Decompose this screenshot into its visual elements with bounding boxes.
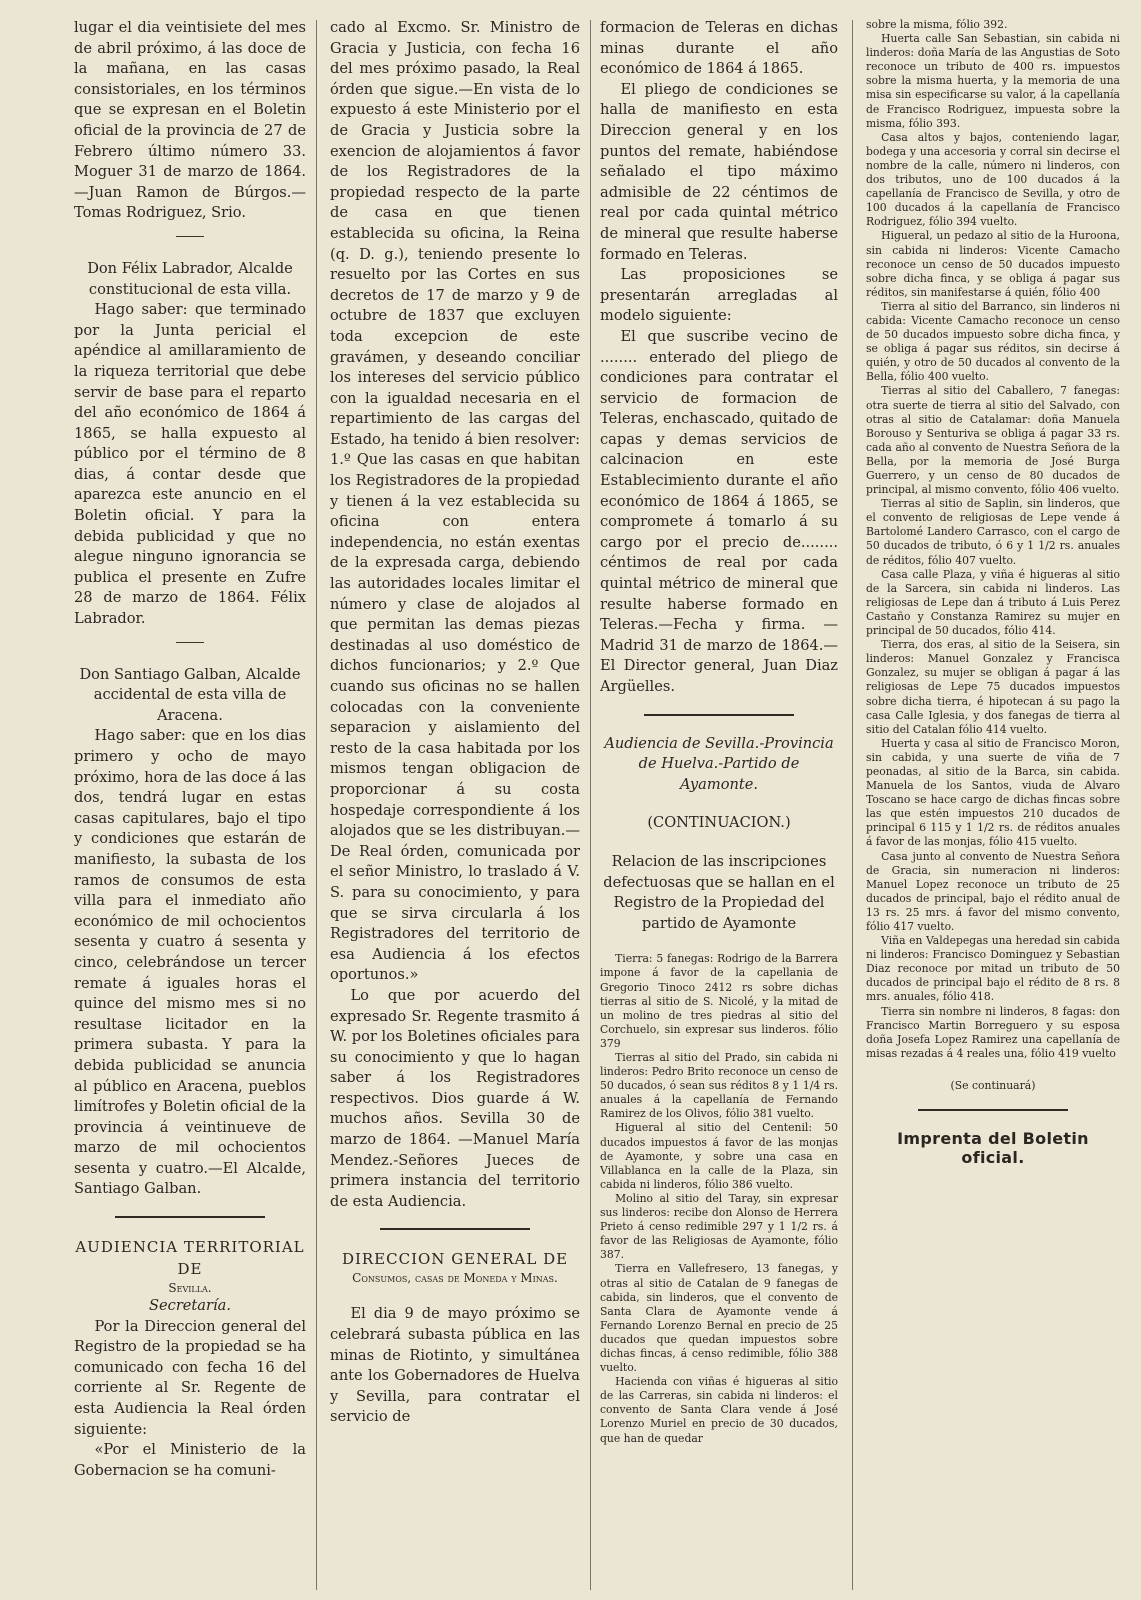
registry-entry: Tierra en Vallefresero, 13 fanegas, y otras al sitio de Catalan de 9 fanegas de cabida, sin linderos, que el convento de Santa Clara de Ayamonte vende á Fernando Lorenzo Bernal en precio de 25 ducados que quedan impuestos sobre dichas fincas, á censo redimible, fólio 388 vuelto.: [600, 1262, 838, 1375]
registry-entry: Higueral, un pedazo al sitio de la Huroona, sin cabida ni linderos: Vicente Camacho reconoce un censo de 50 ducados impuesto sobre dicha finca, y se obliga á pagar sus réditos, sin manifestarse á quién, fólio 400: [866, 229, 1120, 299]
column-3: [600, 18, 838, 1590]
registry-entry: Viña en Valdepegas una heredad sin cabida ni linderos: Francisco Dominguez y Sebastian Diaz reconoce por mitad un tributo de 50 ducados de principal bajo el rédito de 8 rs. 8 mrs. anuales, fólio 418.: [866, 934, 1120, 1004]
column-1: [74, 18, 306, 1590]
column-divider: [590, 20, 591, 1590]
registry-entry: Tierras al sitio del Caballero, 7 fanegas: otra suerte de tierra al sitio del Salvado, con otras al sitio de Catalamar: doña Manuela Borouso y Senturiva se obliga á pagar 33 rs. cada año al convento de Nuestra Señora de la Bella, por la memoria de José Burga Guerrero, y un censo de 80 ducados de principal, al mismo convento, fólio 406 vuelto.: [866, 384, 1120, 497]
registry-entry: Casa calle Plaza, y viña é higueras al sitio de la Sarcera, sin cabida ni linderos. Las religiosas de Lepe dan á tributo á Luis Perez Castaño y Constanza Ramirez su mujer en principal de 50 ducados, fólio 414.: [866, 567, 1120, 638]
registry-entry: sobre la misma, fólio 392.: [866, 18, 1008, 31]
registry-entry: Tierra: 5 fanegas: Rodrigo de la Barrera impone á favor de la capellania de Gregorio Tinoco 2412 rs sobre dichas tierras al sitio de S. Nicolé, y la mitad de un molino de tres piedras al sitio del Corchuelo, sin expresar sus linderos. fólio 379: [600, 952, 838, 1050]
article-paragraph: El pliego de condiciones se halla de manifiesto en esta Direccion general y en los puntos del remate, habiéndose señalado el tipo máximo admisible de 22 céntimos de real por cada quintal métrico de mineral que resulte haberse formado en Teleras.: [600, 80, 838, 263]
column-divider: [316, 20, 317, 1590]
registry-entry: Casa altos y bajos, conteniendo lagar, bodega y una accesoria y corral sin decirse el nombre de la calle, número ni linderos, con dos tributos, uno de 100 ducados á la capellanía de Francisco de Sevilla, y otro de 100 ducados á la capellanía de Francisco Rodriguez, fólio 394 vuelto.: [866, 130, 1120, 229]
column-2: [330, 18, 580, 1590]
column-4: [866, 18, 1120, 1590]
spacer: [600, 934, 838, 952]
section-rule: [918, 1109, 1068, 1111]
article-paragraph: cado al Excmo. Sr. Ministro de Gracia y Justicia, con fecha 16 del mes próximo pasado, la Real órden que sigue.—En vista de lo expuesto á este Ministerio por el de Gracia y Justicia sobre la exencion de alojamientos á favor de los Registradores de la propiedad respecto de la parte de casa en que tienen establecida su oficina, la Reina (q. D. g.), teniendo presente lo resuelto por las Cortes en sus decretos de 17 de marzo y 9 de octubre de 1837 que excluyen toda excepcion de este gravámen, y deseando conciliar los intereses del servicio público con la igualdad necesaria en el repartimiento de las cargas del Estado, ha tenido á bien resolver: 1.º Que las casas en que habitan los Registradores de la propiedad y tienen á la vez establecida su oficina con entera independencia, no están exentas de la expresada carga, debiendo las autoridades locales limitar el número y clase de alojados al que permitan las demas piezas destinadas al uso doméstico de dichos funcionarios; y 2.º Que cuando sus oficinas no se hallen colocadas con la conveniente separacion y aislamiento del resto de la casa habitada por los mismos tengan obligacion de proporcionar á su costa hospedaje correspondiente á los alojados que se les distribuyan.—De Real órden, comunicada por el señor Ministro, lo traslado á V. S. para su conocimiento, y para que se sirva circularla á los Registradores del territorio de esa Audiencia á los efectos oportunos.»: [330, 19, 580, 984]
section-rule: [380, 1228, 530, 1230]
article-paragraph: Por la Direccion general del Registro de la propiedad se ha comunicado con fecha 16 del corriente al Sr. Regente de esta Audiencia la Real órden siguiente:: [74, 1317, 306, 1438]
registry-entry: Tierra sin nombre ni linderos, 8 fagas: don Francisco Martin Borreguero y su esposa doña Josefa Lopez Ramirez una capellanía de misas rezadas á 4 reales una, fólio 419 vuelto: [866, 1004, 1120, 1060]
spacer: [600, 795, 838, 813]
registry-entry: Hacienda con viñas é higueras al sitio de las Carreras, sin cabida ni linderos: el convento de Santa Clara vende á José Lorenzo Muriel en precio de 30 ducados, que han de quedar: [600, 1375, 838, 1445]
registry-entry: Tierra al sitio del Barranco, sin linderos ni cabida: Vicente Camacho reconoce un censo de 50 ducados impuesto sobre dicha finca, y se obliga á pagar sus réditos, sin decirse á quién, y otro de 50 ducados al convento de la Bella, fólio 400 vuelto.: [866, 299, 1120, 384]
printer-imprint: Imprenta del Boletin oficial.: [897, 1129, 1089, 1168]
spacer: [866, 1061, 1120, 1079]
section-heading: AUDIENCIA TERRITORIAL DE: [75, 1238, 305, 1279]
article-paragraph: Las proposiciones se presentarán arregladas al modelo siguiente:: [600, 266, 838, 325]
spacer: [600, 834, 838, 852]
registry-entry: Tierra, dos eras, al sitio de la Seisera, sin linderos: Manuel Gonzalez y Francisca Gonzalez, su mujer se obligan á pagar á las religiosas de Lepe 75 ducados impuestos sobre dicha tierra, é hipotecan á su pago la casa Calle Iglesia, y dos fanegas de tierra al sitio del Catalan fólio 414 vuelto.: [866, 638, 1120, 736]
article-paragraph: Don Santiago Galban, Alcalde accidental de esta villa de Aracena.: [79, 665, 301, 724]
registry-entry: Molino al sitio del Taray, sin expresar sus linderos: recibe don Alonso de Herrera Prieto á censo redimible 297 y 1 1/2 rs. á favor de las Religiosas de Ayamonte, fólio 387.: [600, 1191, 838, 1262]
registry-entry: (Se continuará): [950, 1078, 1036, 1092]
section-subheading: Consumos, casas de Moneda y Minas.: [352, 1271, 558, 1286]
article-paragraph: Relacion de las inscripciones defectuosas que se hallan en el Registro de la Propiedad del partido de Ayamonte: [603, 852, 835, 932]
registry-entry: Tierras al sitio de Saplin, sin linderos, que el convento de religiosas de Lepe vende á Bartolomé Landero Carrasco, con el cargo de 50 ducados de tributo, ó 6 y 1 1/2 rs. anuales de réditos, fólio 407 vuelto.: [866, 497, 1120, 567]
section-heading: DIRECCION GENERAL DE: [341, 1250, 569, 1269]
article-paragraph: Don Félix Labrador, Alcalde constitucional de esta villa.: [87, 259, 293, 298]
article-paragraph: Secretaría.: [149, 1297, 231, 1315]
section-rule: [115, 1216, 265, 1218]
registry-entry: Huerta y casa al sitio de Francisco Moron, sin cabida, y una suerte de viña de 7 peonadas, al sitio de la Barca, sin cabida. Manuela de los Santos, viuda de Alvaro Toscano se hace cargo de dichas fincas sobre las que estén impuestos 210 ducados de principal 6 115 y 1 1/2 rs. de réditos anuales á favor de las monjas, fólio 415 vuelto.: [866, 736, 1120, 849]
section-rule: [644, 714, 794, 716]
article-paragraph: (CONTINUACION.): [647, 814, 791, 832]
registry-entry: Huerta calle San Sebastian, sin cabida ni linderos: doña María de las Angustias de Soto reconoce un tributo de 400 rs. impuestos sobre la misma huerta, y la memoria de una misa sin especificarse su valor, á la capellanía de Francisco Rodriguez, impuesta sobre la misma, fólio 393.: [866, 32, 1120, 130]
article-paragraph: lugar el dia veintisiete del mes de abril próximo, á las doce de la mañana, en las casas consistoriales, en los términos que se expresan en el Boletin oficial de la provincia de 27 de Febrero último número 33. Moguer 31 de marzo de 1864.—Juan Ramon de Búrgos.—Tomas Rodriguez, Srio.: [74, 19, 306, 222]
spacer: [330, 1286, 580, 1304]
article-paragraph: El que suscribe vecino de ........ enterado del pliego de condiciones para contratar el servicio de formacion de Teleras, enchascado, quitado de capas y demas servicios de calcinacion en este Establecimiento durante el año económico de 1864 á 1865, se compromete á tomarlo á su cargo por el precio de........ céntimos de real por cada quintal métrico de mineral que resulte haberse formado en Teleras.—Fecha y firma. —Madrid 31 de marzo de 1864.—El Director general, Juan Diaz Argüelles.: [600, 327, 838, 695]
section-rule: [176, 236, 204, 237]
article-paragraph: El dia 9 de mayo próximo se celebrará subasta pública en las minas de Riotinto, y simultánea ante los Gobernadores de Huelva y Sevilla, para contratar el servicio de: [330, 1305, 580, 1426]
article-paragraph: «Por el Ministerio de la Gobernacion se ha comuni-: [74, 1441, 306, 1479]
registry-entry: Casa junto al convento de Nuestra Señora de Gracia, sin numeracion ni linderos: Manuel Lopez reconoce un tributo de 25 ducados de principal, bajo el rédito anual de 13 rs. 25 mrs. á favor del mismo convento, fólio 417 vuelto.: [866, 849, 1120, 933]
article-paragraph: formacion de Teleras en dichas minas durante el año económico de 1864 á 1865.: [600, 19, 838, 78]
registry-entry: Higueral al sitio del Centenil: 50 ducados impuestos á favor de las monjas de Ayamonte, y sobre una casa en Villablanca en la calle de la Plaza, sin cabida ni linderos, fólio 386 vuelto.: [600, 1121, 838, 1191]
section-subheading: Sevilla.: [168, 1281, 212, 1296]
column-divider: [852, 20, 853, 1590]
article-paragraph: Lo que por acuerdo del expresado Sr. Regente trasmito á W. por los Boletines oficiales para su conocimiento y que lo hagan saber á los Registradores respectivos. Dios guarde á W. muchos años. Sevilla 30 de marzo de 1864. —Manuel María Mendez.-Señores Jueces de primera instancia del territorio de esta Audiencia.: [330, 986, 580, 1210]
section-rule: [176, 642, 204, 643]
article-paragraph: Audiencia de Sevilla.-Provincia de Huelva.-Partido de Ayamonte.: [604, 734, 834, 793]
article-paragraph: Hago saber: que en los dias primero y ocho de mayo próximo, hora de las doce á las dos, tendrá lugar en estas casas capitulares, bajo el tipo y condiciones que estarán de manifiesto, la subasta de los ramos de consumos de esta villa para el inmediato año económico de mil ochocientos sesenta y cuatro á sesenta y cinco, celebrándose un tercer remate á iguales horas el quince del mismo mes si no resultase licitador en la primera subasta. Y para la debida publicidad se anuncia al público en Aracena, pueblos limítrofes y Boletin oficial de la provincia á veintinueve de marzo de mil ochocientos sesenta y cuatro.—El Alcalde, Santiago Galban.: [74, 727, 306, 1198]
article-paragraph: Hago saber: que terminado por la Junta pericial el apéndice al amillaramiento de la riqueza territorial que debe servir de base para el reparto del año económico de 1864 á 1865, se halla expuesto al público por el término de 8 dias, á contar desde que aparezca este anuncio en el Boletin oficial. Y para la debida publicidad y que no alegue ninguno ignorancia se publica el presente en Zufre 28 de marzo de 1864. Félix Labrador.: [74, 301, 306, 628]
registry-entry: Tierras al sitio del Prado, sin cabida ni linderos: Pedro Brito reconoce un censo de 50 ducados, ó sean sus réditos 8 y 1 1/4 rs. anuales á la capellanía de Fernando Ramirez de los Olivos, fólio 381 vuelto.: [600, 1051, 838, 1121]
